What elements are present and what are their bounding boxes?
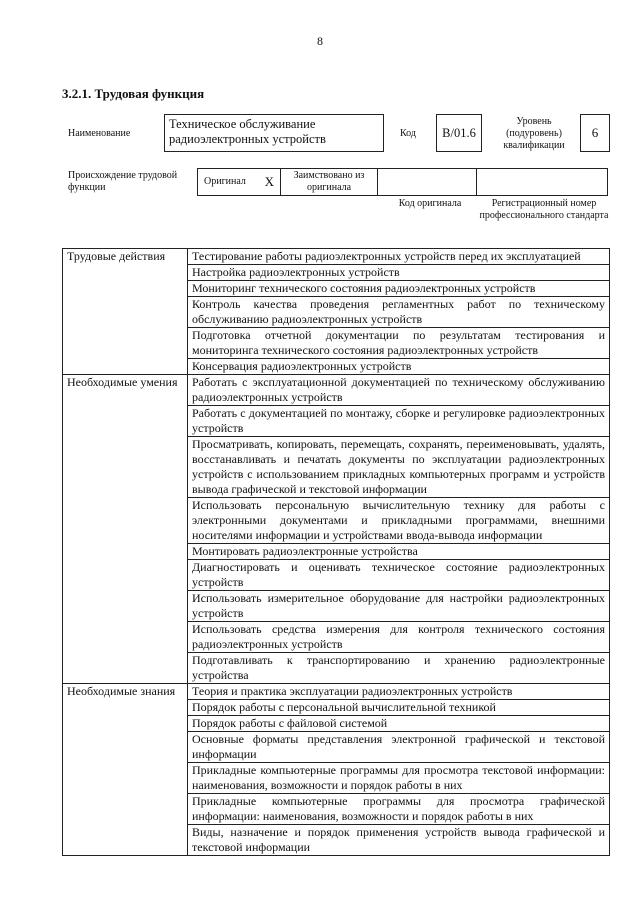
page-number: 8 (317, 34, 323, 48)
name-label: Наименование (68, 128, 131, 139)
code-original-caption: Код оригинала (398, 198, 462, 209)
code-label: Код (400, 128, 416, 139)
group-item: Порядок работы с файловой системой (188, 716, 610, 732)
origin-row (198, 168, 610, 196)
origin-label: Происхождение трудовой функции (68, 170, 178, 193)
group-item: Прикладные компьютерные программы для просмотра графической информации: наименования, возможности и порядок работы в них (188, 794, 610, 825)
reg-number-caption: Регистрационный номер профессионального стандарта (479, 198, 609, 221)
original-label: Оригинал (204, 176, 246, 187)
level-value: 6 (580, 114, 610, 152)
group-item: Мониторинг технического состояния радиоэлектронных устройств (188, 281, 610, 297)
group-item: Диагностировать и оценивать техническое состояние радиоэлектронных устройств (188, 560, 610, 591)
group-item: Подготавливать к транспортированию и хранению радиоэлектронные устройства (188, 653, 610, 684)
group-item: Консервация радиоэлектронных устройств (188, 359, 610, 375)
group-item: Настройка радиоэлектронных устройств (188, 265, 610, 281)
group-item: Использовать средства измерения для контроля технического состояния радиоэлектронных устройств (188, 622, 610, 653)
group-item: Прикладные компьютерные программы для просмотра текстовой информации: наименования, возможности и порядок работы в них (188, 763, 610, 794)
group-item: Работать с эксплуатационной документацией по техническому обслуживанию радиоэлектронных устройств (188, 375, 610, 406)
group-title: Трудовые действия (63, 249, 188, 375)
group-item: Использовать персональную вычислительную технику для работы с электронными документами и прикладными программами, внешними носителями информации и устройствами ввода-вывода информации (188, 498, 610, 544)
table-row (63, 684, 610, 700)
group-item: Основные форматы представления электронной графической и текстовой информации (188, 732, 610, 763)
section-title: 3.2.1. Трудовая функция (62, 86, 205, 101)
group-item: Использовать измерительное оборудование для настройки радиоэлектронных устройств (188, 591, 610, 622)
group-title: Необходимые знания (63, 684, 188, 856)
function-table (62, 248, 610, 856)
group-item: Контроль качества проведения регламентных работ по техническому обслуживанию радиоэлектронных устройств (188, 297, 610, 328)
group-item: Порядок работы с персональной вычислительной техникой (188, 700, 610, 716)
group-item: Подготовка отчетной документации по результатам тестирования и мониторинга технического состояния радиоэлектронных устройств (188, 328, 610, 359)
function-table-grid (62, 248, 610, 856)
code-value: В/01.6 (436, 114, 482, 152)
group-item: Виды, назначение и порядок применения устройств вывода графической и текстовой информации (188, 825, 610, 856)
reg-number-cell (476, 168, 608, 196)
group-item: Просматривать, копировать, перемещать, сохранять, переименовывать, удалять, восстанавливать и печатать документы по эксплуатации радиоэлектронных устройств с использованием прикладных компьютерных программ и устройств вывода графической и текстовой информации (188, 437, 610, 498)
table-row (63, 375, 610, 406)
original-cell (197, 168, 281, 196)
group-title: Необходимые умения (63, 375, 188, 684)
group-item: Работать с документацией по монтажу, сборке и регулировке радиоэлектронных устройств (188, 406, 610, 437)
name-value: Техническое обслуживание радиоэлектронных устройств (164, 114, 384, 152)
group-item: Монтировать радиоэлектронные устройства (188, 544, 610, 560)
borrowed-cell: Заимствовано из оригинала (280, 168, 378, 196)
original-mark: X (264, 174, 274, 189)
level-label: Уровень (подуровень) квалификации (503, 116, 565, 151)
table-row (63, 249, 610, 265)
code-original-cell (377, 168, 477, 196)
group-item: Теория и практика эксплуатации радиоэлектронных устройств (188, 684, 610, 700)
group-item: Тестирование работы радиоэлектронных устройств перед их эксплуатацией (188, 249, 610, 265)
